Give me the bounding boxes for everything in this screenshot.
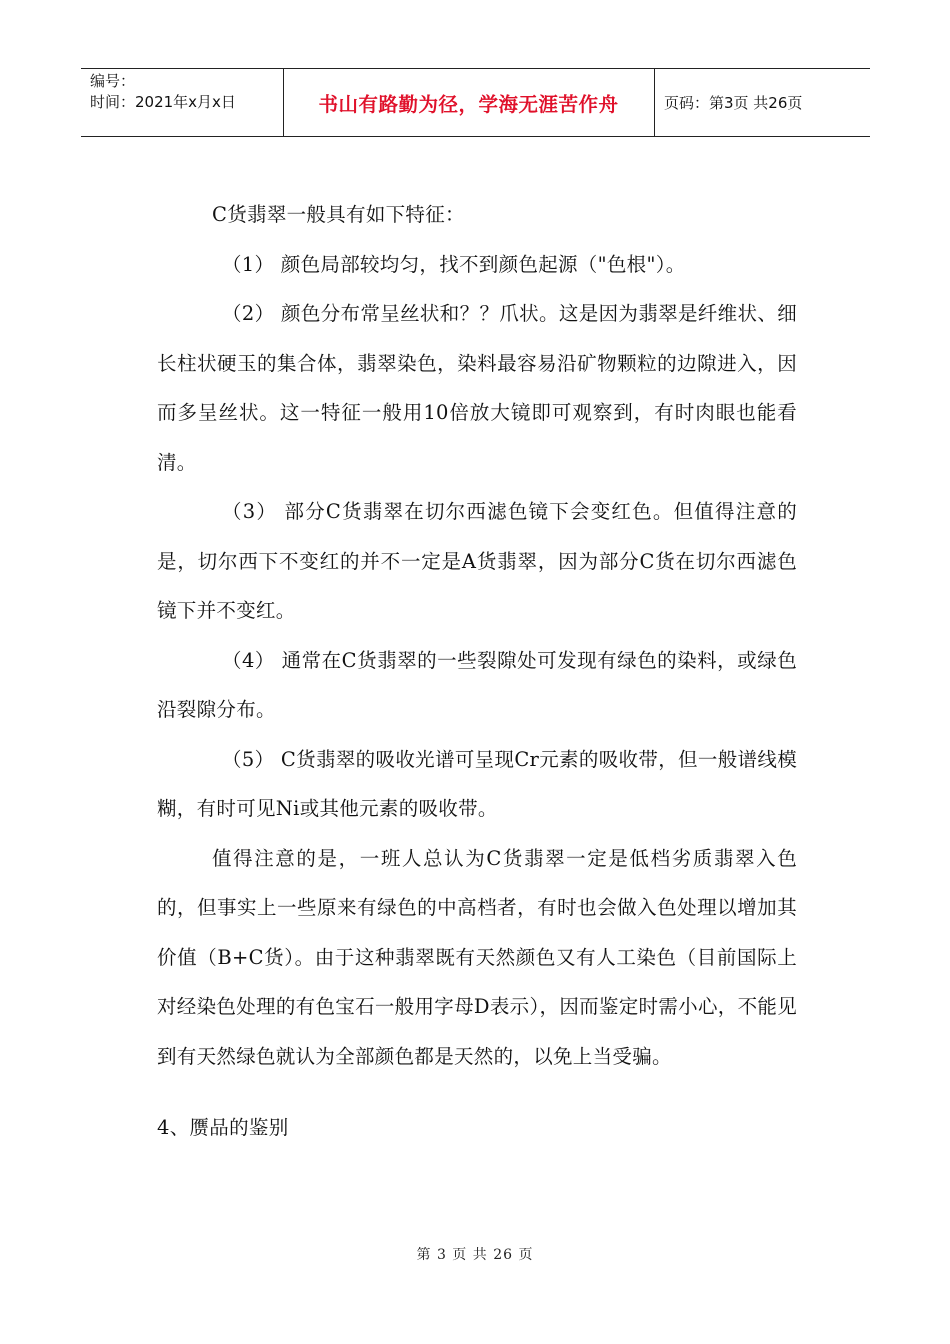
document-body [157,190,797,1153]
doc-date-label: 时间：2021年x月x日 [90,93,236,111]
page-footer: 第 3 页 共 26 页 [416,1247,534,1263]
header-table [81,68,870,137]
header-motto: 书山有路勤为径，学海无涯苦作舟 [318,92,619,116]
header-divider [654,69,655,136]
paragraph-feature-2: （2） 颜色分布常呈丝状和？？爪状。这是因为翡翠是纤维状、细长柱状硬玉的集合体，翡翠染色，染料最容易沿矿物颗粒的边隙进入，因而多呈丝状。这一特征一般用10倍放大镜即可观察到，有时肉眼也能看清。 [157,302,797,474]
paragraph-note: 值得注意的是，一班人总认为C货翡翠一定是低档劣质翡翠入色的，但事实上一些原来有绿色的中高档者，有时也会做入色处理以增加其价值（B+C货）。由于这种翡翠既有天然颜色又有人工染色（目前国际上对经染色处理的有色宝石一般用字母D表示），因而鉴定时需小心，不能见到有天然绿色就认为全部颜色都是天然的，以免上当受骗。 [157,846,797,1068]
section-heading: 4、赝品的鉴别 [157,1116,289,1139]
section-spacer [157,1081,797,1103]
paragraph-feature-3: （3） 部分C货翡翠在切尔西滤色镜下会变红色。但值得注意的是，切尔西下不变红的并不一定是A货翡翠，因为部分C货在切尔西滤色镜下并不变红。 [157,500,797,622]
header-meta [90,71,236,113]
header-page-info: 页码：第3页 共26页 [664,94,803,112]
paragraph-feature-1: （1） 颜色局部较均匀，找不到颜色起源（"色根"）。 [222,252,686,276]
paragraph-intro: C货翡翠一般具有如下特征： [212,203,465,226]
doc-number-label: 编号： [90,72,136,90]
paragraph-feature-5: （5） C货翡翠的吸收光谱可呈现Cr元素的吸收带，但一般谱线模糊，有时可见Ni或其他元素的吸收带。 [157,747,797,820]
paragraph-feature-4: （4） 通常在C货翡翠的一些裂隙处可发现有绿色的染料，或绿色沿裂隙分布。 [157,648,797,721]
